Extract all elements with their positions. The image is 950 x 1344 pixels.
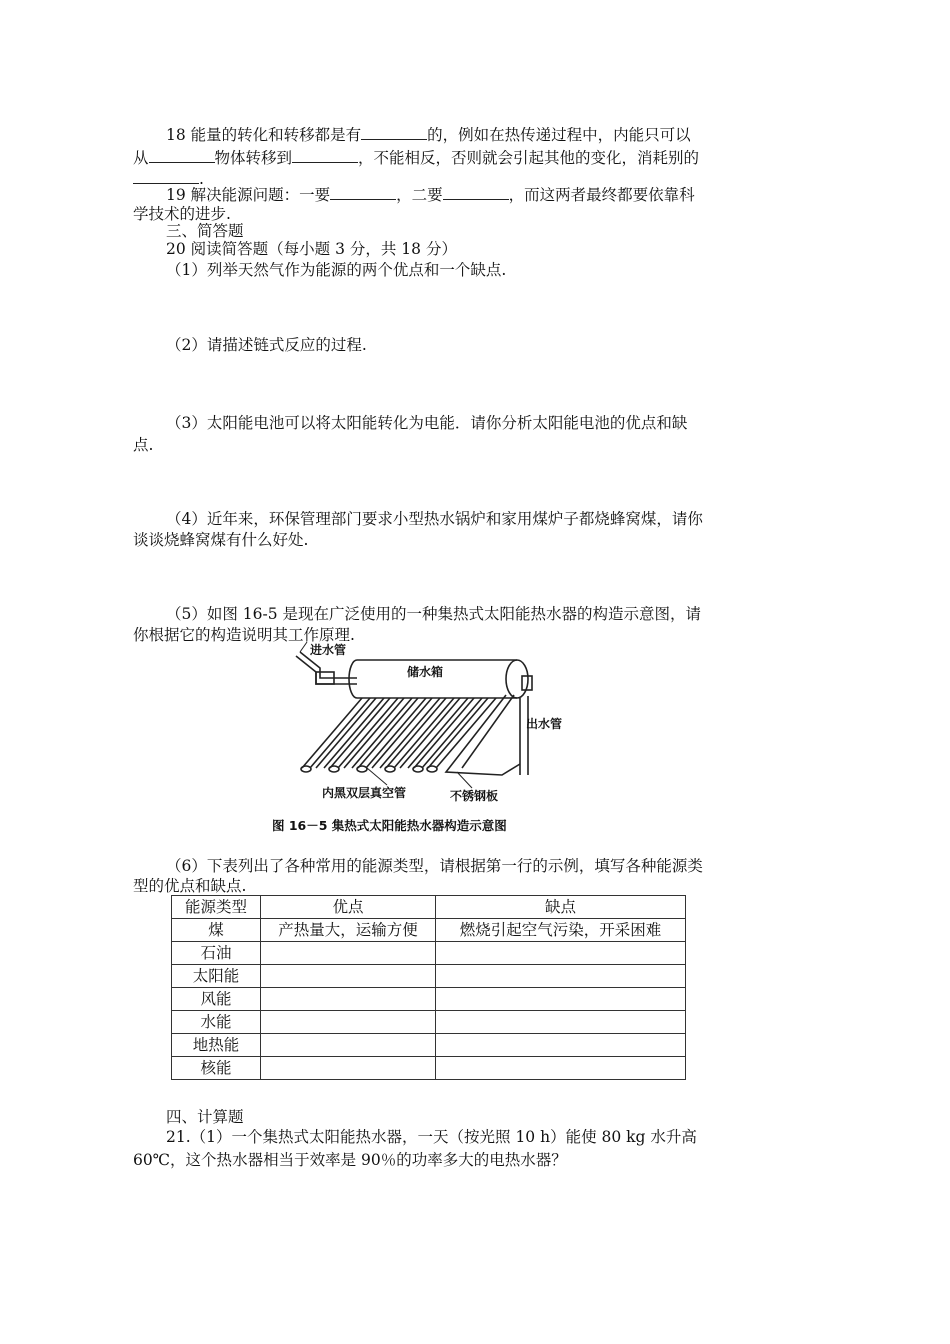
q20-part6-line2: 型的优点和缺点.	[133, 877, 247, 895]
table-header-row	[172, 896, 686, 919]
q19-line2: 学技术的进步.	[133, 205, 231, 223]
steel-plate-label: 不锈钢板	[450, 789, 499, 803]
disadvantage-cell[interactable]	[436, 1011, 686, 1034]
energy-type-cell: 太阳能	[172, 965, 261, 988]
table-row	[172, 1011, 686, 1034]
solar-water-heater-diagram	[262, 640, 594, 840]
table-row	[172, 919, 686, 942]
q20-part6-line1: （6）下表列出了各种常用的能源类型，请根据第一行的示例，填写各种能源类	[166, 857, 703, 875]
answer-blank[interactable]	[149, 148, 215, 163]
table-row	[172, 942, 686, 965]
energy-type-cell: 风能	[172, 988, 261, 1011]
disadvantage-cell[interactable]	[436, 1034, 686, 1057]
q18-line1: 18 能量的转化和转移都是有 的，例如在热传递过程中，内能只可以	[166, 126, 691, 144]
table-header-cell: 优点	[261, 896, 436, 919]
answer-blank[interactable]	[330, 185, 396, 200]
energy-type-cell: 水能	[172, 1011, 261, 1034]
q20-part5-line2: 你根据它的构造说明其工作原理.	[133, 626, 355, 644]
disadvantage-cell[interactable]	[436, 965, 686, 988]
disadvantage-cell[interactable]	[436, 942, 686, 965]
q20-part4-line2: 谈谈烧蜂窝煤有什么好处.	[133, 531, 309, 549]
advantage-cell[interactable]	[261, 1057, 436, 1080]
q20-title: 20 阅读简答题（每小题 3 分，共 18 分）	[166, 240, 457, 258]
outlet-pipe-label: 出水管	[526, 717, 563, 731]
section-4-title: 四、计算题	[166, 1108, 244, 1126]
q20-part3-line1: （3）太阳能电池可以将太阳能转化为电能．请你分析太阳能电池的优点和缺	[166, 414, 688, 432]
vacuum-tube-label: 内黑双层真空管	[322, 786, 407, 800]
q21-line2: 60℃，这个热水器相当于效率是 90％的功率多大的电热水器？	[133, 1151, 567, 1169]
answer-blank[interactable]	[133, 169, 199, 184]
energy-type-cell: 核能	[172, 1057, 261, 1080]
advantage-cell[interactable]	[261, 1034, 436, 1057]
energy-type-cell: 煤	[172, 919, 261, 942]
table-row	[172, 1057, 686, 1080]
advantage-cell[interactable]	[261, 1011, 436, 1034]
q18-line3: .	[133, 168, 204, 190]
energy-type-cell: 地热能	[172, 1034, 261, 1057]
answer-blank[interactable]	[292, 148, 358, 163]
q20-part1: （1）列举天然气作为能源的两个优点和一个缺点.	[166, 261, 507, 279]
disadvantage-cell[interactable]	[436, 1057, 686, 1080]
q19-line1: 19 解决能源问题：一要 ，二要 ，而这两者最终都要依靠科	[166, 186, 695, 204]
table-header-cell: 能源类型	[172, 896, 261, 919]
q20-part2: （2）请描述链式反应的过程.	[166, 336, 367, 354]
figure-caption: 图 16－5 集热式太阳能热水器构造示意图	[272, 818, 507, 833]
table-row	[172, 988, 686, 1011]
storage-tank-label: 储水箱	[407, 665, 444, 679]
q20-part4-line1: （4）近年来，环保管理部门要求小型热水锅炉和家用煤炉子都烧蜂窝煤，请你	[166, 510, 703, 528]
q20-part3-line2: 点.	[133, 436, 154, 454]
advantage-cell[interactable]	[261, 988, 436, 1011]
advantage-cell[interactable]: 产热量大，运输方便	[261, 919, 436, 942]
answer-blank[interactable]	[443, 185, 509, 200]
answer-blank[interactable]	[361, 125, 427, 140]
advantage-cell[interactable]	[261, 942, 436, 965]
q21-line1: 21.（1）一个集热式太阳能热水器，一天（按光照 10 h）能使 80 kg 水升高	[166, 1128, 697, 1146]
advantage-cell[interactable]	[261, 965, 436, 988]
q20-part5-line1: （5）如图 16-5 是现在广泛使用的一种集热式太阳能热水器的构造示意图，请	[166, 605, 702, 623]
table-header-cell: 缺点	[436, 896, 686, 919]
table-row	[172, 965, 686, 988]
disadvantage-cell[interactable]	[436, 988, 686, 1011]
energy-types-table	[171, 895, 686, 1080]
q18-line2: 从 物体转移到 ，不能相反，否则就会引起其他的变化，消耗别的	[133, 149, 700, 167]
energy-type-cell: 石油	[172, 942, 261, 965]
inlet-pipe-label: 进水管	[310, 643, 347, 657]
section-3-title: 三、简答题	[166, 222, 244, 240]
outlet-pipe	[520, 696, 528, 775]
table-row	[172, 1034, 686, 1057]
disadvantage-cell[interactable]: 燃烧引起空气污染，开采困难	[436, 919, 686, 942]
